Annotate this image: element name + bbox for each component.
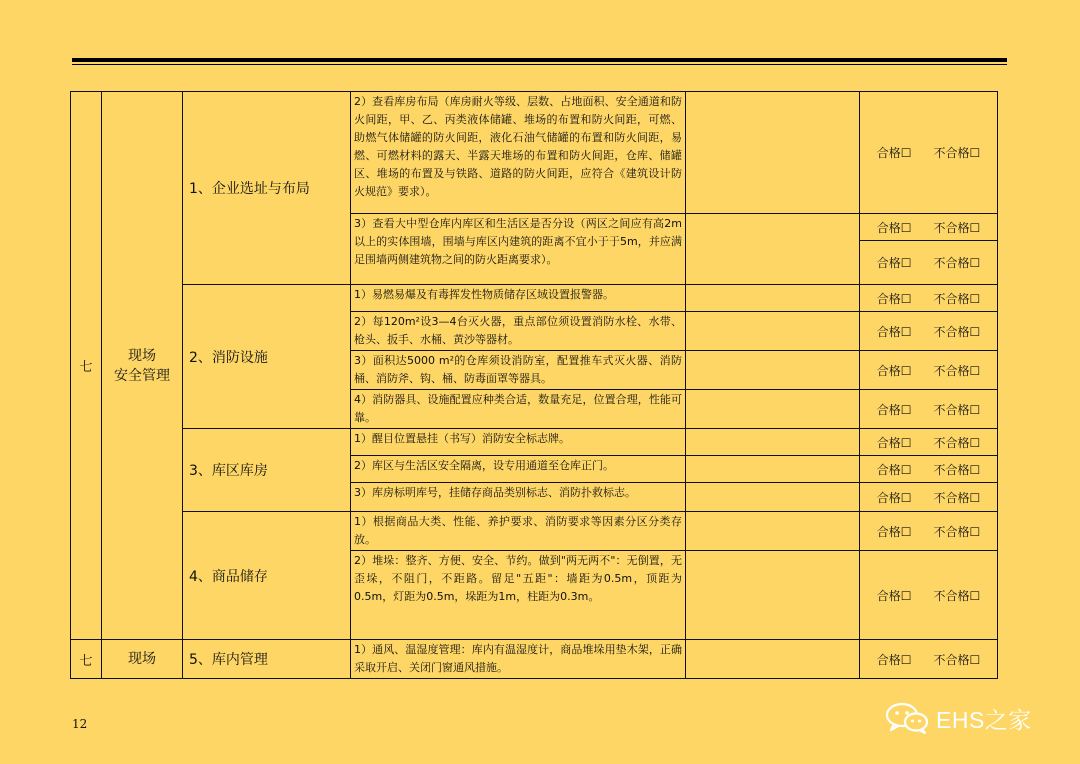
pass-checkbox[interactable]: 合格☐ <box>876 435 912 450</box>
section-category <box>102 92 183 640</box>
pass-checkbox[interactable]: 合格☐ <box>876 402 912 417</box>
fail-checkbox[interactable]: 不合格☐ <box>933 588 981 603</box>
fail-checkbox[interactable]: 不合格☐ <box>933 256 981 270</box>
blank-cell <box>686 483 860 512</box>
fail-checkbox[interactable]: 不合格☐ <box>933 146 981 160</box>
pass-checkbox[interactable]: 合格☐ <box>876 291 912 306</box>
blank-cell <box>686 429 860 456</box>
result-cell <box>860 351 998 390</box>
section-number: 七 <box>71 92 102 640</box>
item-text: 3）库房标明库号，挂储存商品类别标志、消防扑救标志。 <box>351 483 686 512</box>
item-text: 2）查看库房布局（库房耐火等级、层数、占地面积、安全通道和防火间距，甲、乙、丙类液体储罐、堆场的布置和防火间距，可燃、助燃气体储罐的防火间距，液化石油气储罐的布置和防火间距，易燃、可燃材料的露天、半露天堆场的布置和防火间距，仓库、储罐区、堆场的布置及与铁路、道路的防火间距，应符合《建筑设计防火规范》要求）。 <box>351 92 686 214</box>
blank-cell <box>686 312 860 351</box>
fail-checkbox[interactable]: 不合格☐ <box>933 652 981 667</box>
item-text: 1）通风、温湿度管理：库内有温湿度计，商品堆垛用垫木架，正确采取开启、关闭门窗通风措施。 <box>351 640 686 679</box>
fail-checkbox[interactable]: 不合格☐ <box>933 291 981 306</box>
item-text: 2）堆垛：整齐、方便、安全、节约。做到"两无两不"：无倒置，无歪垛，不阻门，不距路。留足"五距"：墙距为0.5m，顶距为0.5m，灯距为0.5m，垛距为1m，柱距为0.3m。 <box>351 551 686 640</box>
blank-cell <box>686 640 860 679</box>
section-category-line2: 安全管理 <box>114 367 170 384</box>
result-cell <box>860 241 998 285</box>
pass-checkbox[interactable]: 合格☐ <box>876 324 912 339</box>
result-cell <box>860 92 998 214</box>
result-cell <box>860 640 998 679</box>
fail-checkbox[interactable]: 不合格☐ <box>933 435 981 450</box>
item-text: 1）根据商品大类、性能、养护要求、消防要求等因素分区分类存放。 <box>351 512 686 551</box>
item-text: 1）醒目位置悬挂（书写）消防安全标志牌。 <box>351 429 686 456</box>
item-text: 3）查看大中型仓库内库区和生活区是否分设（两区之间应有高2m以上的实体围墙，围墙与库区内建筑的距离不宜小于于5m，并应满足围墙两侧建筑物之间的防火距离要求）。 <box>351 214 686 285</box>
item-text: 4）消防器具、设施配置应种类合适，数量充足，位置合理，性能可靠。 <box>351 390 686 429</box>
inspection-table <box>70 91 998 679</box>
group-title: 2、消防设施 <box>183 285 351 429</box>
fail-checkbox[interactable]: 不合格☐ <box>933 402 981 417</box>
item-text: 3）面积达5000 m²的仓库须设消防室，配置推车式灭火器、消防桶、消防斧、钩、桶、防毒面罩等器具。 <box>351 351 686 390</box>
blank-cell <box>686 456 860 483</box>
section-number: 七 <box>71 640 102 679</box>
blank-cell <box>686 92 860 214</box>
result-cell <box>860 429 998 456</box>
watermark <box>884 698 1032 738</box>
item-text: 1）易燃易爆及有毒挥发性物质储存区域设置报警器。 <box>351 285 686 312</box>
header-rule-thick <box>72 58 1007 62</box>
fail-checkbox[interactable]: 不合格☐ <box>933 524 981 539</box>
section-category: 现场 <box>102 640 183 679</box>
blank-cell <box>686 351 860 390</box>
result-cell <box>860 551 998 640</box>
fail-checkbox[interactable]: 不合格☐ <box>933 462 981 477</box>
result-cell <box>860 285 998 312</box>
pass-checkbox[interactable]: 合格☐ <box>876 652 912 667</box>
pass-checkbox[interactable]: 合格☐ <box>876 220 912 235</box>
result-cell <box>860 214 998 241</box>
pass-checkbox[interactable]: 合格☐ <box>876 490 912 505</box>
fail-checkbox[interactable]: 不合格☐ <box>933 220 981 235</box>
fail-checkbox[interactable]: 不合格☐ <box>933 363 981 378</box>
pass-checkbox[interactable]: 合格☐ <box>876 524 912 539</box>
watermark-text: EHS之家 <box>936 706 1032 733</box>
result-cell <box>860 390 998 429</box>
group-title: 5、库内管理 <box>183 640 351 679</box>
item-text: 2）每120m²设3—4台灭火器，重点部位须设置消防水栓、水带、枪头、扳手、水桶、黄沙等器材。 <box>351 312 686 351</box>
fail-checkbox[interactable]: 不合格☐ <box>933 490 981 505</box>
fail-checkbox[interactable]: 不合格☐ <box>933 324 981 339</box>
item-text: 2）库区与生活区安全隔离，设专用通道至仓库正门。 <box>351 456 686 483</box>
header-rule-thin <box>72 64 1007 65</box>
pass-checkbox[interactable]: 合格☐ <box>876 146 912 160</box>
blank-cell <box>686 285 860 312</box>
result-cell <box>860 512 998 551</box>
result-cell <box>860 456 998 483</box>
wechat-icon <box>884 701 930 735</box>
result-cell <box>860 483 998 512</box>
section-category-line1: 现场 <box>128 347 156 364</box>
group-title: 3、库区库房 <box>183 429 351 512</box>
blank-cell <box>686 551 860 640</box>
pass-checkbox[interactable]: 合格☐ <box>876 256 912 270</box>
pass-checkbox[interactable]: 合格☐ <box>876 588 912 603</box>
group-title: 1、企业选址与布局 <box>183 92 351 285</box>
result-cell <box>860 312 998 351</box>
page-number: 12 <box>72 717 88 731</box>
blank-cell <box>686 214 860 285</box>
pass-checkbox[interactable]: 合格☐ <box>876 462 912 477</box>
blank-cell <box>686 512 860 551</box>
group-title: 4、商品储存 <box>183 512 351 640</box>
blank-cell <box>686 390 860 429</box>
pass-checkbox[interactable]: 合格☐ <box>876 363 912 378</box>
